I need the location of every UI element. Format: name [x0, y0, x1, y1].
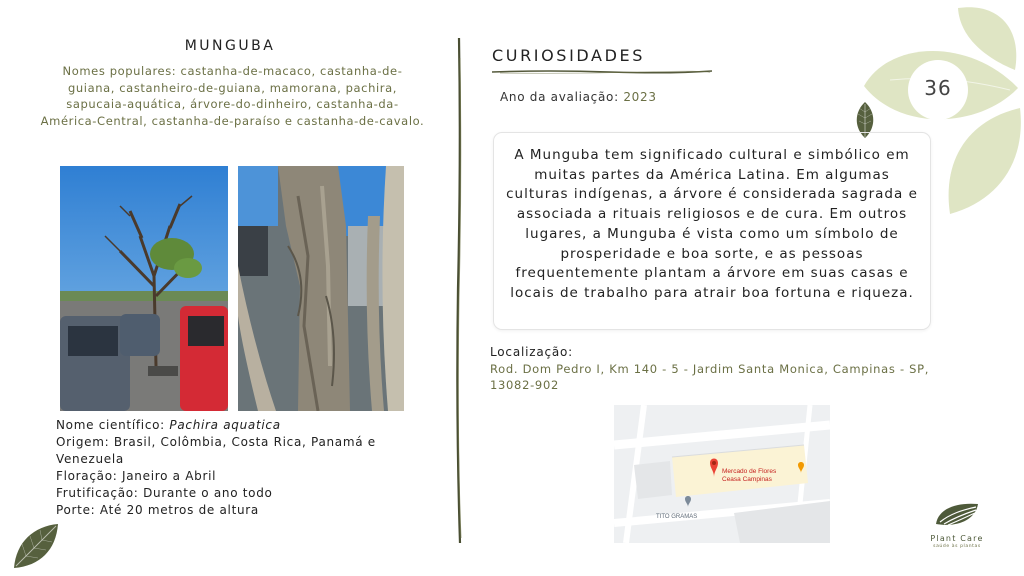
plant-info — [56, 417, 436, 519]
curiosities-text: A Munguba tem significado cultural e simbólico em muitas partes da América Latina. Em algumas culturas indígenas, a árvore é considerada sagrada e associada a rituais religiosos e de cura. Em outros lugares, a Munguba é vista como um símbolo de prosperidade e boa sorte, e as pessoas frequentemente plantam a árvore em suas casas e locais de trabalho para atrair boa fortuna e riqueza. — [506, 147, 918, 301]
curiosities-title: CURIOSIDADES — [492, 46, 645, 65]
scientific-name: Pachira aquatica — [169, 418, 281, 432]
tree-photo-parking — [60, 166, 228, 411]
scientific-label: Nome científico: — [56, 418, 170, 432]
location-map[interactable] — [614, 405, 830, 543]
plant-care-logo-icon — [932, 500, 982, 530]
column-divider — [452, 38, 468, 548]
location-label: Localização: — [490, 345, 574, 359]
size: Porte: Até 20 metros de altura — [56, 503, 259, 517]
fruiting: Frutificação: Durante o ano todo — [56, 486, 273, 500]
year-value: 2023 — [623, 90, 657, 104]
map-place-line1: Mercado de Flores — [722, 468, 777, 475]
brand-name: Plant Care — [930, 534, 984, 543]
origin: Origem: Brasil, Colômbia, Costa Rica, Panamá e Venezuela — [56, 435, 376, 466]
map-secondary-place: TITO GRAMAS — [656, 514, 698, 520]
scientific-name-line — [56, 417, 436, 434]
brand-tagline: saúde às plantas — [933, 544, 981, 549]
location-address: Rod. Dom Pedro I, Km 140 - 5 - Jardim Santa Monica, Campinas - SP, 13082-902 — [490, 362, 930, 392]
brand-logo — [922, 500, 992, 549]
page-number: 36 — [924, 76, 952, 100]
popular-names: Nomes populares: castanha-de-macaco, castanha-de-guiana, castanheiro-de-guiana, mamorana, pachira, sapucaia-aquática, árvore-do-dinheiro, castanha-da-América-Central, castanha-de-paraíso e castanha-de-cavalo. — [40, 64, 425, 128]
evaluation-year — [500, 90, 657, 104]
year-label: Ano da avaliação: — [500, 90, 624, 104]
plant-name: MUNGUBA — [184, 38, 276, 54]
curiosities-card — [493, 132, 931, 330]
flowering: Floração: Janeiro a Abril — [56, 469, 217, 483]
title-underline — [490, 68, 715, 76]
decorative-leaf-bottom-left — [10, 522, 62, 572]
map-place-line2: Ceasa Campinas — [722, 476, 772, 483]
tree-photo-trunk — [238, 166, 404, 411]
